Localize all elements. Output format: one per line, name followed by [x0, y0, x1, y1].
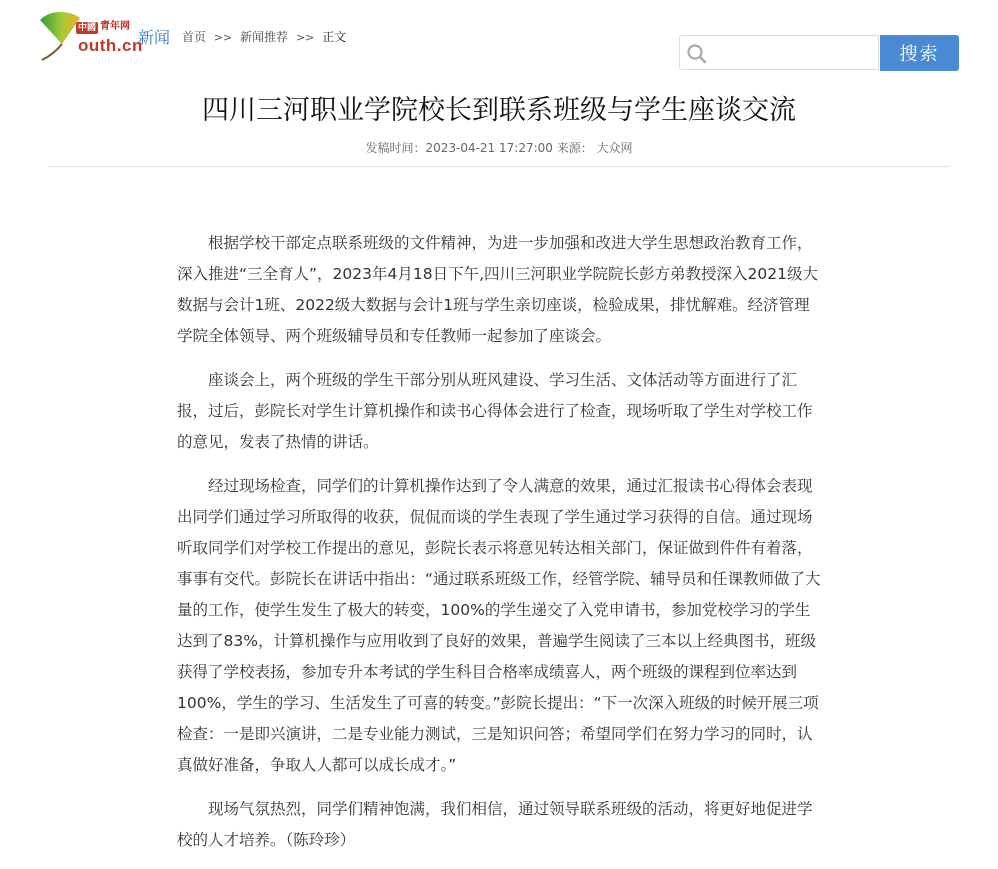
- breadcrumb: [182, 28, 346, 45]
- article-meta: 发稿时间：2023-04-21 17:27:00 来源： 大众网: [365, 141, 633, 155]
- logo-wordmark: outh.cn: [78, 36, 143, 55]
- article-body: [177, 228, 822, 869]
- breadcrumb-separator: >>: [295, 31, 315, 44]
- article-paragraph: 经过现场检查，同学们的计算机操作达到了令人满意的效果，通过汇报读书心得体会表现出同学们通过学习所取得的收获，侃侃而谈的学生表现了学生通过学习获得的自信。通过现场听取同学们对学校工作提出的意见，彭院长表示将意见转达相关部门，保证做到件件有着落，事事有交代。彭院长在讲话中指出：“通过联系班级工作，经管学院、辅导员和任课教师做了大量的工作，使学生发生了极大的转变，100%的学生递交了入党申请书，参加党校学习的学生达到了83%，计算机操作与应用收到了良好的效果，普遍学生阅读了三本以上经典图书，班级获得了学校表扬，参加专升本考试的学生科目合格率成绩喜人，两个班级的课程到位率达到100%，学生的学习、生活发生了可喜的转变。”彭院长提出：“下一次深入班级的时候开展三项检查：一是即兴演讲，二是专业能力测试，三是知识问答；希望同学们在努力学习的同时，认真做好准备，争取人人都可以成长成才。”: [177, 477, 821, 774]
- breadcrumb-separator: >>: [213, 31, 233, 44]
- divider: [48, 166, 949, 167]
- channel-name[interactable]: 新闻: [138, 28, 171, 47]
- article-paragraph: 座谈会上，两个班级的学生干部分别从班风建设、学习生活、文体活动等方面进行了汇报，过后，彭院长对学生计算机操作和读书心得体会进行了检查，现场听取了学生对学校工作的意见，发表了热情的讲话。: [177, 371, 813, 451]
- article-title: 四川三河职业学院校长到联系班级与学生座谈交流: [202, 95, 796, 126]
- logo-name: 青年网: [100, 21, 130, 32]
- logo-badge: 中國: [78, 23, 97, 33]
- breadcrumb-home[interactable]: 首页: [182, 30, 207, 44]
- ginkgo-leaf-icon: [38, 10, 82, 62]
- breadcrumb-current: 正文: [322, 30, 347, 44]
- search-icon: [686, 43, 708, 65]
- search-button[interactable]: 搜索: [880, 35, 959, 71]
- article-paragraph: 现场气氛热烈，同学们精神饱满，我们相信，通过领导联系班级的活动，将更好地促进学校的人才培养。（陈玲珍）: [177, 800, 813, 849]
- search-input[interactable]: [712, 42, 876, 66]
- search-box: [679, 35, 879, 70]
- site-logo[interactable]: [38, 10, 143, 62]
- article-paragraph: 根据学校干部定点联系班级的文件精神，为进一步加强和改进大学生思想政治教育工作，深入推进“三全育人”，2023年4月18日下午,四川三河职业学院院长彭方弟教授深入2021级大数据与会计1班、2022级大数据与会计1班与学生亲切座谈，检验成果，排忧解难。经济管理学院全体领导、两个班级辅导员和专任教师一起参加了座谈会。: [177, 234, 818, 345]
- breadcrumb-news-recommend[interactable]: 新闻推荐: [240, 30, 289, 44]
